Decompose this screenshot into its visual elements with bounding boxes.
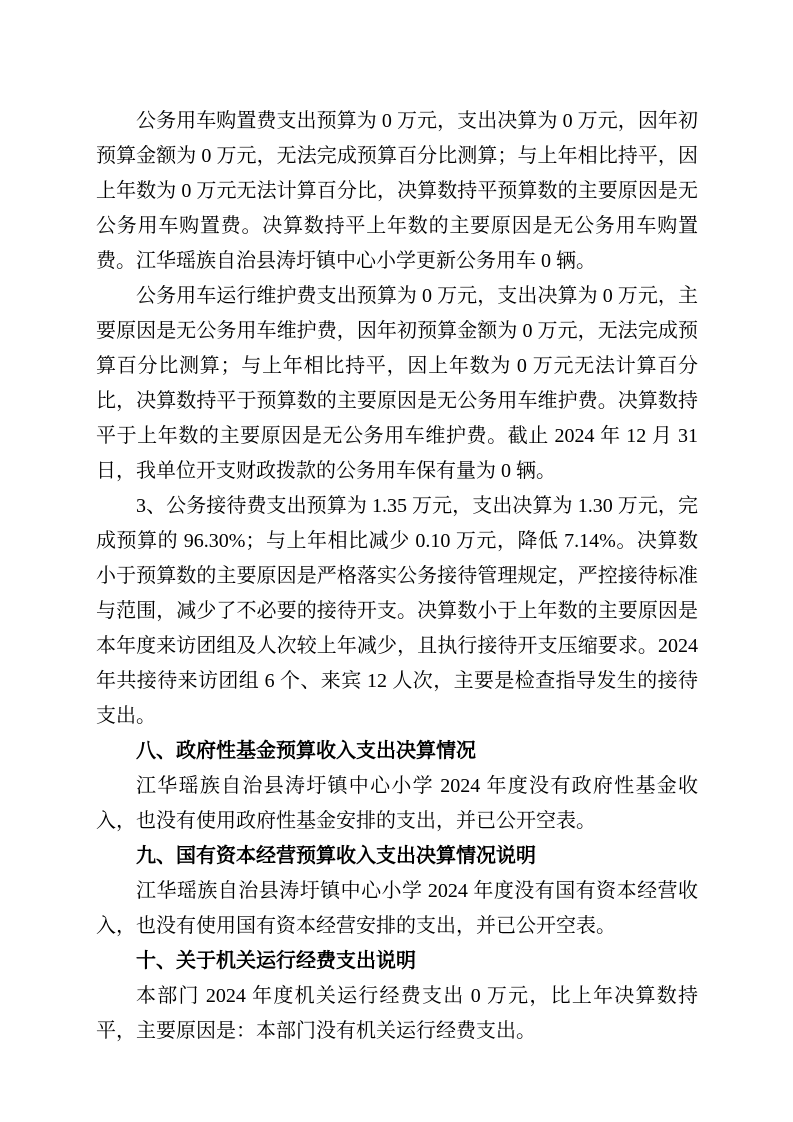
document-body	[96, 104, 698, 1049]
paragraph-agency-operating-expense: 本部门 2024 年度机关运行经费支出 0 万元，比上年决算数持平，主要原因是：本部门没有机关运行经费支出。	[96, 985, 698, 1042]
section-heading-agency-operating-expense: 十、关于机关运行经费支出说明	[136, 950, 416, 972]
paragraph-official-vehicle-purchase: 公务用车购置费支出预算为 0 万元，支出决算为 0 万元，因年初预算金额为 0 万元，无法完成预算百分比测算；与上年相比持平，因上年数为 0 万元无法计算百分比，决算数持平预算数的主要原因是无公务用车购置费。决算数持平上年数的主要原因是无公务用车购置费。江华瑶族自治县涛圩镇中心小学更新公务用车 0 辆。	[96, 110, 698, 272]
paragraph-official-reception-expense: 3、公务接待费支出预算为 1.35 万元，支出决算为 1.30 万元，完成预算的 96.30%；与上年相比减少 0.10 万元，降低 7.14%。决算数小于预算数的主要原因是严格落实公务接待管理规定，严控接待标准与范围，减少了不必要的接待开支。决算数小于上年数的主要原因是本年度来访团组及人次较上年减少，且执行接待开支压缩要求。2024 年共接待来访团组 6 个、来宾 12 人次，主要是检查指导发生的接待支出。	[96, 495, 698, 727]
paragraph-state-capital-operation: 江华瑶族自治县涛圩镇中心小学 2024 年度没有国有资本经营收入，也没有使用国有资本经营安排的支出，并已公开空表。	[96, 880, 698, 937]
paragraph-official-vehicle-maintenance: 公务用车运行维护费支出预算为 0 万元，支出决算为 0 万元，主要原因是无公务用车维护费，因年初预算金额为 0 万元，无法完成预算百分比测算；与上年相比持平，因上年数为 0 万元无法计算百分比，决算数持平于预算数的主要原因是无公务用车维护费。决算数持平于上年数的主要原因是无公务用车维护费。截止 2024 年 12 月 31 日，我单位开支财政拨款的公务用车保有量为 0 辆。	[96, 285, 698, 482]
section-heading-government-fund-budget: 八、政府性基金预算收入支出决算情况	[136, 740, 476, 762]
paragraph-government-fund-budget: 江华瑶族自治县涛圩镇中心小学 2024 年度没有政府性基金收入，也没有使用政府性基金安排的支出，并已公开空表。	[96, 775, 698, 832]
section-heading-state-capital-operation: 九、国有资本经营预算收入支出决算情况说明	[136, 845, 536, 867]
